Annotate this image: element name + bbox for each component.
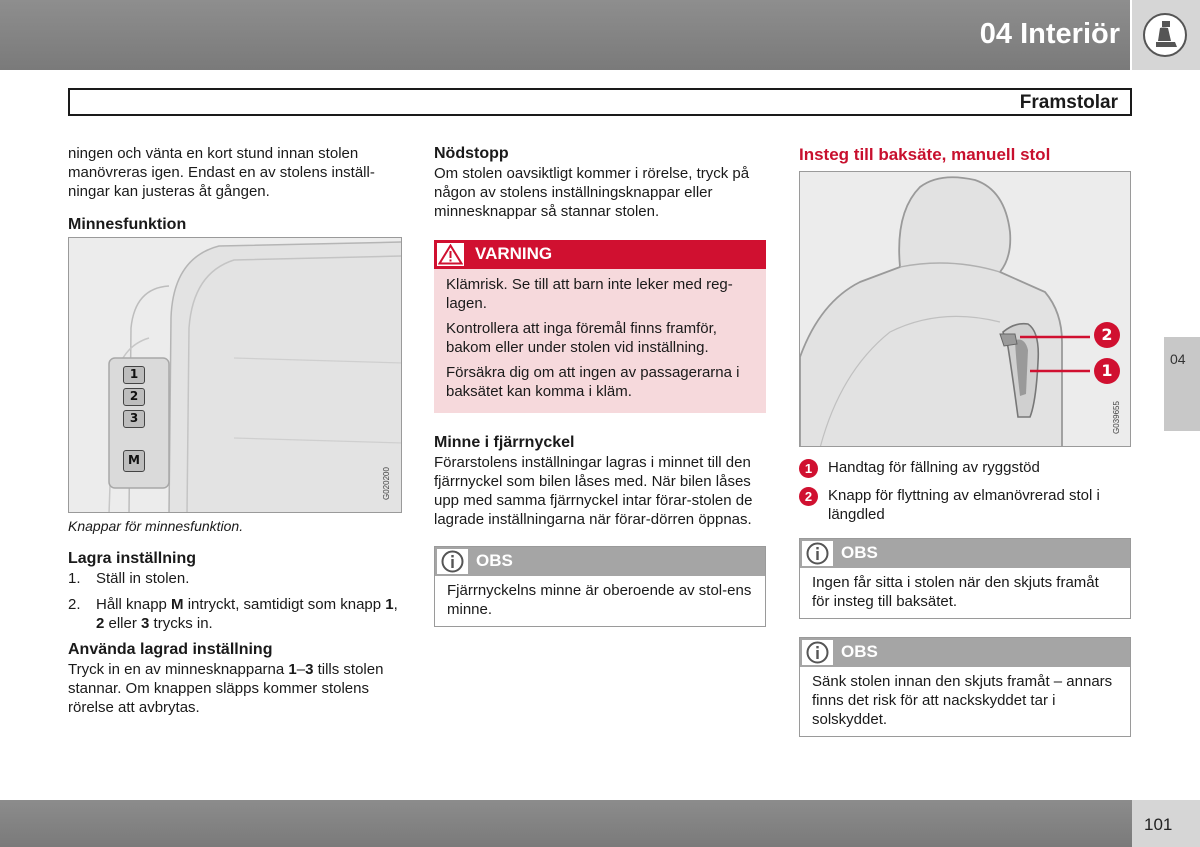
chapter-header-bar: [0, 0, 1130, 70]
chapter-title: 04 Interiör: [979, 18, 1120, 50]
legend-item-2: [799, 486, 1131, 524]
column-middle: [434, 144, 766, 627]
figure-code: G020200: [382, 467, 391, 500]
info-circle-icon: [806, 542, 829, 565]
warning-header: [434, 240, 766, 269]
seat-icon: [1142, 12, 1188, 58]
legend-text-2: Knapp för flyttning av elmanövrerad stol i längdled: [828, 487, 1100, 523]
section-title-bar: [68, 88, 1132, 116]
seat-side-illustration: [800, 172, 1131, 447]
rear-entry-heading: Insteg till baksäte, manuell stol: [799, 145, 1051, 164]
use-paragraph: Tryck in en av minnesknapparna 1–3 tills stolen stannar. Om knappen släpps kommer stolens rörelse att avbrytas.: [68, 661, 384, 716]
obs-header: [800, 539, 1130, 568]
legend-bullet-1: 1: [799, 459, 818, 478]
warning-paragraph-3: Försäkra dig om att ingen av passagerarna i baksätet kan komma i kläm.: [446, 364, 740, 400]
obs-header: [435, 547, 765, 576]
obs-icon-box: [437, 549, 468, 574]
page-number: 101: [1144, 815, 1173, 834]
page-number-box: [1132, 800, 1200, 847]
obs-body: [800, 568, 1130, 618]
obs-icon-box: [802, 541, 833, 566]
callout-1: 1: [1094, 358, 1120, 384]
warning-triangle-icon: [438, 244, 463, 265]
store-step-1: 1. Ställ in stolen.: [68, 570, 190, 587]
memory-buttons-illustration: [69, 238, 402, 513]
intro-paragraph: ningen och vänta en kort stund innan stolen manövreras igen. Endast en av stolens inställ-ningar kan justeras åt gången.: [68, 145, 375, 200]
obs-text: Sänk stolen innan den skjuts framåt – annars finns det risk för att nackskyddet tar i solskyddet.: [812, 673, 1113, 728]
use-heading: Använda lagrad inställning: [68, 641, 273, 658]
column-left: [68, 144, 404, 717]
warning-paragraph-2: Kontrollera att inga föremål finns framför, bakom eller under stolen vid inställning.: [446, 320, 717, 356]
warning-box: [434, 240, 766, 413]
obs-box-lower: [799, 637, 1131, 737]
obs-label: OBS: [476, 551, 513, 570]
obs-body: [435, 576, 765, 626]
warning-body: [434, 269, 766, 413]
store-steps-list: [68, 569, 404, 633]
emergency-paragraph: Om stolen oavsiktligt kommer i rörelse, tryck på någon av stolens inställningsknappar eller minnesknappar så stannar stolen.: [434, 165, 750, 220]
legend-text-1: Handtag för fällning av ryggstöd: [828, 459, 1040, 476]
obs-label: OBS: [841, 642, 878, 661]
obs-header: [800, 638, 1130, 667]
legend-bullet-2: 2: [799, 487, 818, 506]
store-heading: Lagra inställning: [68, 550, 197, 567]
column-right: [799, 144, 1131, 737]
warning-label: VARNING: [475, 244, 553, 263]
obs-box-entry: [799, 538, 1131, 619]
figure-code: G039655: [1112, 401, 1121, 434]
rear-entry-figure: [799, 171, 1131, 447]
figure-legend: [799, 458, 1131, 524]
memory-button-m: M: [123, 450, 145, 472]
warning-paragraph-1: Klämrisk. Se till att barn inte leker med reg-lagen.: [446, 276, 733, 312]
memory-buttons-figure: [68, 237, 402, 513]
obs-text: Fjärrnyckelns minne är oberoende av stol-ens minne.: [447, 582, 752, 618]
obs-body: [800, 667, 1130, 736]
chapter-icon-box: [1132, 0, 1200, 70]
callout-2: 2: [1094, 322, 1120, 348]
legend-item-1: [799, 458, 1131, 477]
info-circle-icon: [441, 550, 464, 573]
obs-icon-box: [802, 640, 833, 665]
info-circle-icon: [806, 641, 829, 664]
memory-button-3: 3: [123, 410, 145, 428]
key-paragraph: Förarstolens inställningar lagras i minnet till den fjärrnyckel som bilen låses med. När bilen låses upp med samma fjärrnyckel intar förar-stolen de lagrade inställningarna när förar-dörren öppnas.: [434, 454, 753, 528]
section-title: Framstolar: [1019, 92, 1118, 113]
obs-box-key: [434, 546, 766, 627]
key-heading: Minne i fjärrnyckel: [434, 434, 575, 451]
store-step-2: 2. Håll knapp M intryckt, samtidigt som knapp 1, 2 eller 3 trycks in.: [68, 596, 398, 632]
chapter-side-tab[interactable]: [1164, 337, 1200, 431]
memory-button-2: 2: [123, 388, 145, 406]
figure-caption: Knappar för minnesfunktion.: [68, 518, 244, 534]
footer-bar: [0, 800, 1200, 847]
obs-label: OBS: [841, 543, 878, 562]
obs-text: Ingen får sitta i stolen när den skjuts framåt för insteg till baksätet.: [812, 574, 1099, 610]
warning-icon-box: [437, 243, 464, 266]
emergency-heading: Nödstopp: [434, 145, 509, 162]
memory-heading: Minnesfunktion: [68, 216, 187, 233]
memory-button-1: 1: [123, 366, 145, 384]
side-tab-label: 04: [1170, 351, 1186, 367]
